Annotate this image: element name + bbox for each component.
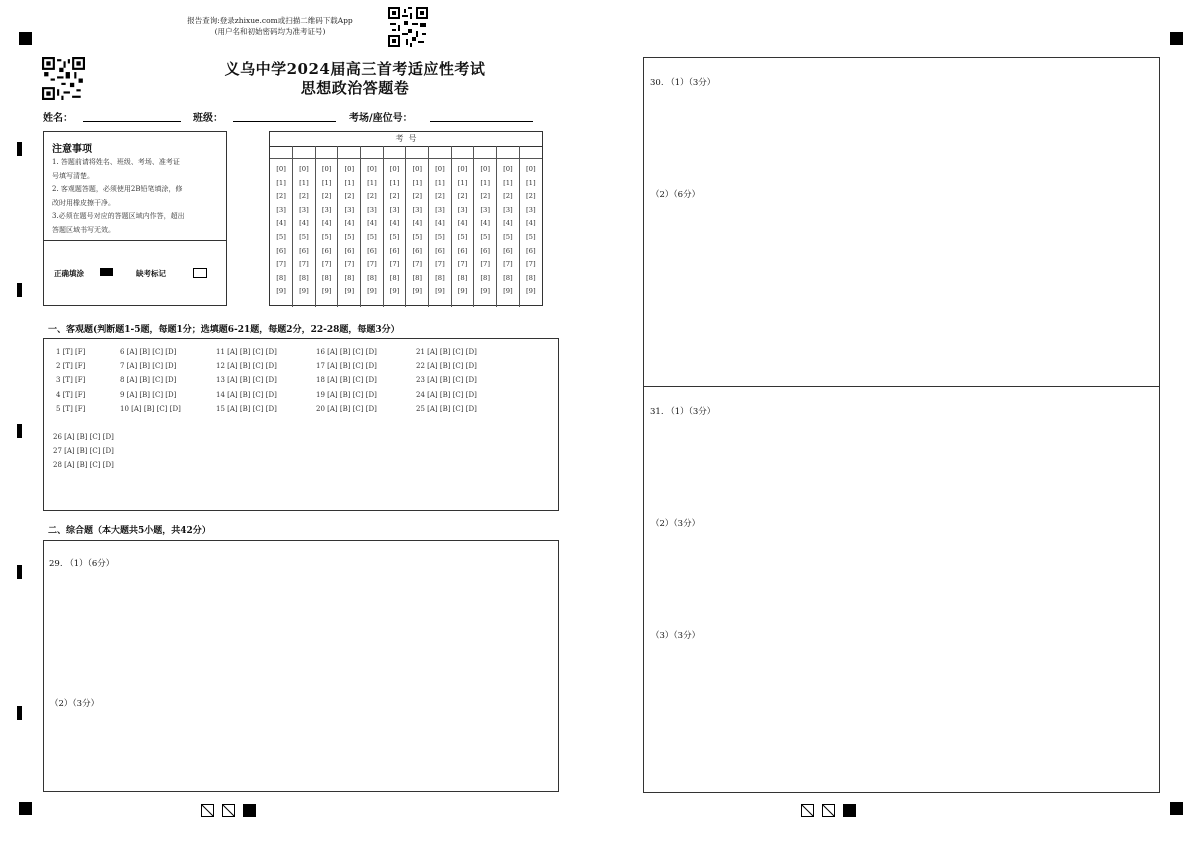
exam-number-bubble[interactable]: [8] <box>276 273 286 282</box>
exam-number-bubble[interactable]: [6] <box>412 246 423 255</box>
exam-number-columns <box>270 146 542 307</box>
exam-number-bubble[interactable]: [5] <box>344 232 355 241</box>
exam-number-bubble[interactable]: [7] <box>503 260 513 269</box>
exam-number-bubble[interactable]: [3] <box>389 205 400 214</box>
exam-number-digit-column <box>315 159 338 308</box>
exam-number-bubble[interactable]: [0] <box>435 165 445 173</box>
exam-number-bubble[interactable]: [2] <box>526 192 536 201</box>
objective-question-options[interactable]: 1 [T] [F] <box>56 348 86 356</box>
exam-number-input-cell[interactable] <box>429 146 452 159</box>
objective-question-options[interactable]: 14 [A] [B] [C] [D] <box>216 390 277 399</box>
exam-number-bubble[interactable]: [7] <box>457 260 468 269</box>
exam-number-digit-row <box>270 159 542 308</box>
exam-number-bubble[interactable]: [4] <box>503 219 513 228</box>
objective-question-options[interactable]: 9 [A] [B] [C] [D] <box>120 390 177 399</box>
exam-number-bubble[interactable]: [7] <box>321 260 332 269</box>
q31-answer-area[interactable] <box>643 386 1160 793</box>
exam-number-digit-column <box>406 159 429 308</box>
objective-question-options[interactable]: 15 [A] [B] [C] [D] <box>216 404 277 413</box>
exam-number-digit-column <box>429 159 452 308</box>
seat-label: 考场/座位号： <box>349 113 413 124</box>
exam-number-bubble[interactable]: [0] <box>276 165 286 173</box>
exam-number-bubble[interactable]: [7] <box>480 260 491 269</box>
exam-number-bubble[interactable]: [7] <box>412 260 423 269</box>
section1-title: 一、客观题(判断题1-5题，每题1分；选填题6-21题，每题2分，22-28题，每题3分） <box>48 325 400 335</box>
exam-number-input-cell[interactable] <box>383 146 406 159</box>
notes-line: 改时用橡皮擦干净。 <box>52 198 115 207</box>
exam-number-bubble[interactable]: [5] <box>389 232 400 241</box>
exam-number-bubble[interactable]: [9] <box>457 287 468 296</box>
exam-number-bubble[interactable]: [0] <box>526 165 536 173</box>
exam-number-input-cell[interactable] <box>270 146 293 159</box>
q31-part1-label: 31. （1）（3分） <box>650 407 716 417</box>
class-field[interactable] <box>233 121 336 122</box>
exam-number-bubble[interactable]: [3] <box>276 205 286 214</box>
exam-number-bubble[interactable]: [2] <box>344 192 355 201</box>
notes-line: 3.必须在题号对应的答题区域内作答，超出 <box>52 212 185 220</box>
exam-number-bubble[interactable]: [6] <box>435 246 445 255</box>
exam-number-bubble[interactable]: [4] <box>457 219 468 228</box>
objective-question-options[interactable]: 6 [A] [B] [C] [D] <box>120 348 177 356</box>
objective-answer-area <box>43 338 559 511</box>
objective-question-options[interactable]: 20 [A] [B] [C] [D] <box>316 404 377 413</box>
exam-number-bubble[interactable]: [1] <box>321 178 332 187</box>
objective-question-options[interactable]: 12 [A] [B] [C] [D] <box>216 362 277 371</box>
exam-number-input-cell[interactable] <box>293 146 316 159</box>
report-query-note <box>160 15 380 37</box>
exam-number-bubble[interactable]: [2] <box>367 192 377 201</box>
exam-number-bubble[interactable]: [8] <box>503 273 513 282</box>
exam-number-bubble[interactable]: [2] <box>299 192 309 201</box>
registration-mark <box>1170 32 1183 45</box>
exam-number-bubble[interactable]: [5] <box>299 232 309 241</box>
q30-answer-area[interactable] <box>643 57 1160 387</box>
q29-part2-label: （2）（3分） <box>50 699 100 709</box>
exam-number-input-cell[interactable] <box>451 146 474 159</box>
exam-number-bubble[interactable]: [2] <box>276 192 286 201</box>
exam-number-bubble[interactable]: [7] <box>367 260 377 269</box>
timing-mark <box>17 283 22 297</box>
exam-number-bubble[interactable]: [9] <box>344 287 355 296</box>
exam-number-bubble[interactable]: [9] <box>367 287 377 296</box>
exam-number-bubble[interactable]: [8] <box>412 273 423 282</box>
exam-number-input-cell[interactable] <box>519 146 542 159</box>
objective-question-options[interactable]: 10 [A] [B] [C] [D] <box>120 404 181 413</box>
exam-number-bubble[interactable]: [5] <box>367 232 377 241</box>
exam-number-bubble[interactable]: [4] <box>435 219 445 228</box>
exam-number-digit-column <box>474 159 497 308</box>
exam-number-bubble[interactable]: [5] <box>435 232 445 241</box>
notes-line: 号填写清楚。 <box>52 171 94 180</box>
objective-question-options[interactable]: 18 [A] [B] [C] [D] <box>316 376 377 385</box>
exam-number-digit-column <box>519 159 542 308</box>
qr-code-icon[interactable] <box>388 7 428 47</box>
class-label: 班级： <box>193 113 223 124</box>
q30-part1-label: 30. （1）（3分） <box>650 78 716 88</box>
exam-number-bubble[interactable]: [0] <box>344 165 355 173</box>
objective-question-options[interactable]: 3 [T] [F] <box>56 376 86 385</box>
objective-question-options[interactable]: 23 [A] [B] [C] [D] <box>416 376 477 385</box>
timing-mark <box>17 565 22 579</box>
page-mark-box <box>822 804 835 817</box>
exam-number-bubble[interactable]: [3] <box>435 205 445 214</box>
correct-fill-sample <box>100 268 113 276</box>
exam-number-input-cell[interactable] <box>361 146 384 159</box>
timing-mark <box>17 706 22 720</box>
exam-number-header: 考 号 <box>270 132 542 147</box>
name-field[interactable] <box>83 121 181 122</box>
objective-question-options[interactable]: 4 [T] [F] <box>56 390 86 399</box>
notes-divider <box>44 240 226 241</box>
exam-number-bubble[interactable]: [1] <box>457 178 468 187</box>
exam-number-bubble[interactable]: [5] <box>480 232 491 241</box>
exam-number-bubble[interactable]: [2] <box>412 192 423 201</box>
exam-number-bubble[interactable]: [8] <box>526 273 536 282</box>
exam-number-bubble[interactable]: [4] <box>389 219 400 228</box>
exam-number-bubble[interactable]: [3] <box>457 205 468 214</box>
objective-question-options[interactable]: 8 [A] [B] [C] [D] <box>120 376 177 385</box>
exam-number-bubble[interactable]: [1] <box>435 178 445 187</box>
correct-fill-label: 正确填涂 <box>54 269 84 278</box>
exam-number-bubble[interactable]: [6] <box>457 246 468 255</box>
exam-number-bubble[interactable]: [4] <box>526 219 536 228</box>
objective-question-options[interactable]: 28 [A] [B] [C] [D] <box>53 461 114 470</box>
exam-number-bubble[interactable]: [1] <box>276 178 286 187</box>
exam-number-bubble[interactable]: [0] <box>299 165 309 173</box>
exam-number-bubble[interactable]: [0] <box>412 165 423 173</box>
exam-number-bubble[interactable]: [8] <box>457 273 468 282</box>
objective-question-options[interactable]: 26 [A] [B] [C] [D] <box>53 433 114 441</box>
exam-number-bubble[interactable]: [9] <box>435 287 445 296</box>
q29-part1-label: 29. （1）（6分） <box>49 559 115 569</box>
exam-number-bubble[interactable]: [2] <box>503 192 513 201</box>
timing-mark <box>17 424 22 438</box>
exam-number-digit-column <box>451 159 474 308</box>
exam-number-bubble[interactable]: [1] <box>367 178 377 187</box>
exam-number-bubble[interactable]: [4] <box>299 219 309 228</box>
exam-number-bubble[interactable]: [5] <box>503 232 513 241</box>
page-mark-box <box>222 804 235 817</box>
exam-number-bubble[interactable]: [7] <box>276 260 286 269</box>
exam-number-bubble[interactable]: [8] <box>367 273 377 282</box>
exam-number-bubble[interactable]: [7] <box>389 260 400 269</box>
timing-mark <box>17 142 22 156</box>
exam-number-bubble[interactable]: [0] <box>457 165 468 173</box>
exam-number-bubble[interactable]: [6] <box>321 246 332 255</box>
exam-number-bubble[interactable]: [7] <box>344 260 355 269</box>
objective-question-options[interactable]: 13 [A] [B] [C] [D] <box>216 376 277 385</box>
exam-number-bubble[interactable]: [0] <box>503 165 513 173</box>
objective-question-options[interactable]: 25 [A] [B] [C] [D] <box>416 404 477 413</box>
exam-number-bubble[interactable]: [6] <box>367 246 377 255</box>
exam-number-bubble[interactable]: [5] <box>276 232 286 241</box>
exam-number-bubble[interactable]: [1] <box>412 178 423 187</box>
exam-number-bubble[interactable]: [6] <box>299 246 309 255</box>
q30-part2-label: （2）（6分） <box>651 190 701 200</box>
objective-question-options[interactable]: 27 [A] [B] [C] [D] <box>53 447 114 456</box>
exam-number-bubble[interactable]: [6] <box>389 246 400 255</box>
section2-title: 二、综合题（本大题共5小题，共42分） <box>48 526 211 536</box>
exam-number-bubble[interactable]: [9] <box>299 287 309 296</box>
exam-number-digit-column <box>497 159 520 308</box>
exam-number-input-cell[interactable] <box>315 146 338 159</box>
exam-number-bubble[interactable]: [6] <box>480 246 491 255</box>
objective-question-options[interactable]: 2 [T] [F] <box>56 362 86 371</box>
exam-number-input-cell[interactable] <box>338 146 361 159</box>
exam-number-bubble[interactable]: [9] <box>526 287 536 296</box>
exam-number-bubble[interactable]: [8] <box>435 273 445 282</box>
registration-mark <box>1170 802 1183 815</box>
exam-number-bubble[interactable]: [0] <box>480 165 491 173</box>
exam-number-bubble[interactable]: [6] <box>503 246 513 255</box>
page-mark-box <box>801 804 814 817</box>
exam-number-input-row <box>270 146 542 159</box>
registration-mark <box>19 32 32 45</box>
exam-number-bubble[interactable]: [5] <box>321 232 332 241</box>
exam-number-bubble[interactable]: [9] <box>480 287 491 296</box>
seat-field[interactable] <box>430 121 533 122</box>
exam-number-digit-column <box>270 159 293 308</box>
exam-number-bubble[interactable]: [2] <box>321 192 332 201</box>
objective-question-options[interactable]: 5 [T] [F] <box>56 404 86 413</box>
exam-number-bubble[interactable]: [2] <box>435 192 445 201</box>
exam-number-bubble[interactable]: [9] <box>412 287 423 296</box>
page-mark-box <box>201 804 214 817</box>
exam-number-bubble[interactable]: [4] <box>321 219 332 228</box>
page-mark-filled <box>843 804 856 817</box>
report-query-line2: (用户名和初始密码均为准考证号) <box>214 27 326 36</box>
exam-number-bubble[interactable]: [4] <box>276 219 286 228</box>
objective-question-options[interactable]: 16 [A] [B] [C] [D] <box>316 348 377 356</box>
exam-number-bubble[interactable]: [1] <box>389 178 400 187</box>
exam-number-bubble[interactable]: [7] <box>526 260 536 269</box>
objective-question-options[interactable]: 11 [A] [B] [C] [D] <box>216 348 277 356</box>
page-mark-filled <box>243 804 256 817</box>
exam-number-bubble[interactable]: [3] <box>367 205 377 214</box>
notes-title: 注意事项 <box>52 144 92 155</box>
exam-number-bubble[interactable]: [0] <box>389 165 400 173</box>
exam-title-subject: 思想政治答题卷 <box>300 79 410 97</box>
exam-number-bubble[interactable]: [2] <box>389 192 400 201</box>
exam-number-bubble[interactable]: [0] <box>321 165 332 173</box>
exam-number-digit-column <box>338 159 361 308</box>
absent-mark-box[interactable] <box>193 268 207 278</box>
notes-list <box>52 156 185 237</box>
exam-number-bubble[interactable]: [4] <box>344 219 355 228</box>
objective-question-options[interactable]: 17 [A] [B] [C] [D] <box>316 362 377 371</box>
exam-number-bubble[interactable]: [3] <box>526 205 536 214</box>
notes-line: 2. 客观题答题，必须使用2B铅笔填涂，修 <box>52 185 183 193</box>
exam-number-bubble[interactable]: [1] <box>344 178 355 187</box>
exam-number-bubble[interactable]: [9] <box>276 287 286 296</box>
objective-question-options[interactable]: 22 [A] [B] [C] [D] <box>416 362 477 371</box>
objective-question-options[interactable]: 7 [A] [B] [C] [D] <box>120 362 177 371</box>
exam-number-bubble[interactable]: [1] <box>503 178 513 187</box>
exam-number-bubble[interactable]: [3] <box>503 205 513 214</box>
absent-mark-label: 缺考标记 <box>136 269 166 278</box>
exam-number-input-cell[interactable] <box>497 146 520 159</box>
q31-part3-label: （3）（3分） <box>651 631 701 641</box>
exam-number-bubble[interactable]: [5] <box>457 232 468 241</box>
exam-number-bubble[interactable]: [9] <box>389 287 400 296</box>
exam-number-bubble[interactable]: [8] <box>299 273 309 282</box>
registration-mark <box>19 802 32 815</box>
exam-number-bubble[interactable]: [1] <box>299 178 309 187</box>
exam-number-bubble[interactable]: [1] <box>480 178 491 187</box>
objective-question-options[interactable]: 21 [A] [B] [C] [D] <box>416 348 477 356</box>
exam-number-bubble[interactable]: [3] <box>344 205 355 214</box>
exam-number-bubble[interactable]: [4] <box>480 219 491 228</box>
exam-number-bubble[interactable]: [9] <box>503 287 513 296</box>
exam-number-bubble[interactable]: [8] <box>480 273 491 282</box>
qr-code-icon[interactable] <box>42 57 85 100</box>
exam-number-bubble[interactable]: [3] <box>480 205 491 214</box>
exam-number-bubble[interactable]: [2] <box>457 192 468 201</box>
exam-number-bubble[interactable]: [4] <box>412 219 423 228</box>
exam-number-bubble[interactable]: [2] <box>480 192 491 201</box>
notes-line: 1. 答题前请将姓名、班级、考场、准考证 <box>52 158 180 166</box>
exam-number-bubble[interactable]: [3] <box>321 205 332 214</box>
name-label: 姓名： <box>43 113 73 124</box>
notes-line: 答题区域书写无效。 <box>52 225 115 234</box>
exam-number-digit-column <box>293 159 316 308</box>
exam-number-input-cell[interactable] <box>406 146 429 159</box>
exam-number-bubble[interactable]: [5] <box>526 232 536 241</box>
exam-number-bubble[interactable]: [3] <box>412 205 423 214</box>
notes-box <box>43 131 227 306</box>
exam-number-bubble[interactable]: [7] <box>299 260 309 269</box>
exam-title-main: 义乌中学2024届高三首考适应性考试 <box>224 60 486 78</box>
exam-number-digit-column <box>383 159 406 308</box>
exam-number-bubble[interactable]: [9] <box>321 287 332 296</box>
exam-number-bubble[interactable]: [7] <box>435 260 445 269</box>
exam-number-bubble[interactable]: [6] <box>344 246 355 255</box>
exam-number-bubble[interactable]: [3] <box>299 205 309 214</box>
exam-number-bubble[interactable]: [0] <box>367 165 377 173</box>
exam-number-digit-column <box>361 159 384 308</box>
exam-number-bubble[interactable]: [6] <box>526 246 536 255</box>
exam-number-input-cell[interactable] <box>474 146 497 159</box>
exam-number-bubble[interactable]: [8] <box>344 273 355 282</box>
exam-number-bubble[interactable]: [4] <box>367 219 377 228</box>
exam-title <box>150 60 560 98</box>
exam-number-bubble[interactable]: [5] <box>412 232 423 241</box>
report-query-line1: 报告查询:登录zhixue.com或扫描二维码下载App <box>187 16 353 25</box>
objective-question-options[interactable]: 19 [A] [B] [C] [D] <box>316 390 377 399</box>
exam-number-bubble[interactable]: [8] <box>321 273 332 282</box>
exam-number-bubble[interactable]: [1] <box>526 178 536 187</box>
exam-number-bubble[interactable]: [8] <box>389 273 400 282</box>
q31-part2-label: （2）（3分） <box>651 519 701 529</box>
q29-answer-area[interactable] <box>43 540 559 792</box>
exam-number-bubble[interactable]: [6] <box>276 246 286 255</box>
objective-question-options[interactable]: 24 [A] [B] [C] [D] <box>416 390 477 399</box>
exam-number-grid <box>269 131 543 306</box>
